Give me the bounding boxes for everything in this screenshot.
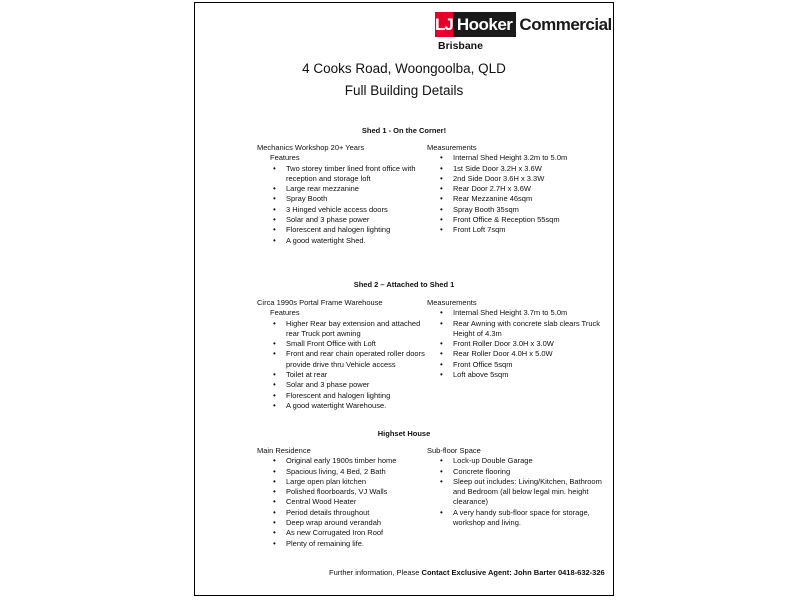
list-item: • Loft above 5sqm — [453, 370, 607, 380]
list-item: • Large open plan kitchen — [286, 477, 427, 487]
list-item: • Solar and 3 phase power — [286, 215, 427, 225]
logo-commercial-text: Commercial — [519, 14, 612, 34]
list-item: • Concrete flooring — [453, 467, 607, 477]
list-item: • Large rear mezzanine — [286, 184, 427, 194]
shed2-right-heading: Measurements — [427, 298, 477, 307]
house-features-column — [257, 446, 427, 549]
lj-hooker-commercial-logo — [435, 12, 612, 52]
list-item: • A good watertight Warehouse. — [286, 401, 427, 411]
list-item: • 1st Side Door 3.2H x 3.6W — [453, 164, 607, 174]
footer-prefix: Further information, Please — [329, 568, 422, 577]
list-item: • A very handy sub-floor space for storage, workshop and living. — [453, 508, 607, 529]
list-item: • Rear Mezzanine 46sqm — [453, 194, 607, 204]
shed1-measurements-column — [427, 143, 607, 236]
list-item: • Central Wood Heater — [286, 497, 427, 507]
shed2-features-column — [257, 298, 427, 411]
list-item: • Spray Booth 35sqm — [453, 205, 607, 215]
list-item: • Spacious living, 4 Bed, 2 Bath — [286, 467, 427, 477]
list-item: • Rear Roller Door 4.0H x 5.0W — [453, 349, 607, 359]
house-right-heading: Sub-floor Space — [427, 446, 481, 455]
list-item: • Polished floorboards, VJ Walls — [286, 487, 427, 497]
house-subfloor-column — [427, 446, 607, 528]
list-item: • Sleep out includes: Living/Kitchen, Bathroom and Bedroom (all below legal min. height clearance) — [453, 477, 607, 508]
house-heading: Highset House — [377, 429, 431, 438]
house-subfloor-list — [427, 456, 607, 528]
list-item: • Solar and 3 phase power — [286, 380, 427, 390]
list-item: • 3 Hinged vehicle access doors — [286, 205, 427, 215]
shed1-heading: Shed 1 - On the Corner! — [361, 126, 447, 135]
logo-office-name: Brisbane — [438, 40, 483, 52]
list-item: • Florescent and halogen lighting — [286, 225, 427, 235]
shed1-right-heading: Measurements — [427, 143, 477, 152]
list-item: • Toilet at rear — [286, 370, 427, 380]
list-item: • Deep wrap around verandah — [286, 518, 427, 528]
footer-agent-contact: Contact Exclusive Agent: John Barter 0418-632-326 — [421, 568, 605, 577]
list-item: • As new Corrugated Iron Roof — [286, 528, 427, 538]
shed2-features-list — [257, 319, 427, 412]
list-item: • Spray Booth — [286, 194, 427, 204]
list-item: • Original early 1900s timber home — [286, 456, 427, 466]
list-item: • Higher Rear bay extension and attached rear Truck port awning — [286, 319, 427, 340]
contact-footer — [329, 568, 605, 577]
shed1-measurements-list — [427, 153, 607, 235]
document-subtitle: Full Building Details — [344, 83, 464, 98]
shed1-left-heading: Mechanics Workshop 20+ Years — [257, 143, 365, 152]
house-features-list — [257, 456, 427, 549]
shed2-heading: Shed 2 – Attached to Shed 1 — [353, 280, 455, 289]
list-item: • Two storey timber lined front office with reception and storage loft — [286, 164, 427, 185]
list-item: • Small Front Office with Loft — [286, 339, 427, 349]
shed2-measurements-list — [427, 308, 607, 380]
shed1-features-list — [257, 164, 427, 246]
list-item: • Front Office 5sqm — [453, 360, 607, 370]
list-item: • Internal Shed Height 3.2m to 5.0m — [453, 153, 607, 163]
list-item: • Front Roller Door 3.0H x 3.0W — [453, 339, 607, 349]
list-item: • Internal Shed Height 3.7m to 5.0m — [453, 308, 607, 318]
list-item: • Rear Door 2.7H x 3.6W — [453, 184, 607, 194]
shed1-features-column — [257, 143, 427, 246]
list-item: • Front and rear chain operated roller doors provide drive thru Vehicle access — [286, 349, 427, 370]
list-item: • Florescent and halogen lighting — [286, 391, 427, 401]
document-page — [194, 2, 614, 596]
logo-hooker-mark: Hooker — [453, 12, 517, 37]
list-item: • Front Office & Reception 55sqm — [453, 215, 607, 225]
shed1-features-label: Features — [270, 153, 300, 163]
list-item: • Front Loft 7sqm — [453, 225, 607, 235]
list-item: • Lock-up Double Garage — [453, 456, 607, 466]
list-item: • Period details throughout — [286, 508, 427, 518]
shed2-measurements-column — [427, 298, 607, 380]
shed2-left-heading: Circa 1990s Portal Frame Warehouse — [257, 298, 383, 307]
list-item: • A good watertight Shed. — [286, 236, 427, 246]
house-left-heading: Main Residence — [257, 446, 311, 455]
list-item: • Rear Awning with concrete slab clears Truck Height of 4.3m — [453, 319, 607, 340]
list-item: • 2nd Side Door 3.6H x 3.3W — [453, 174, 607, 184]
list-item: • Plenty of remaining life. — [286, 539, 427, 549]
logo-lj-mark: LJ — [435, 12, 453, 37]
property-address-title: 4 Cooks Road, Woongoolba, QLD — [302, 61, 506, 76]
shed2-features-label: Features — [270, 308, 300, 318]
